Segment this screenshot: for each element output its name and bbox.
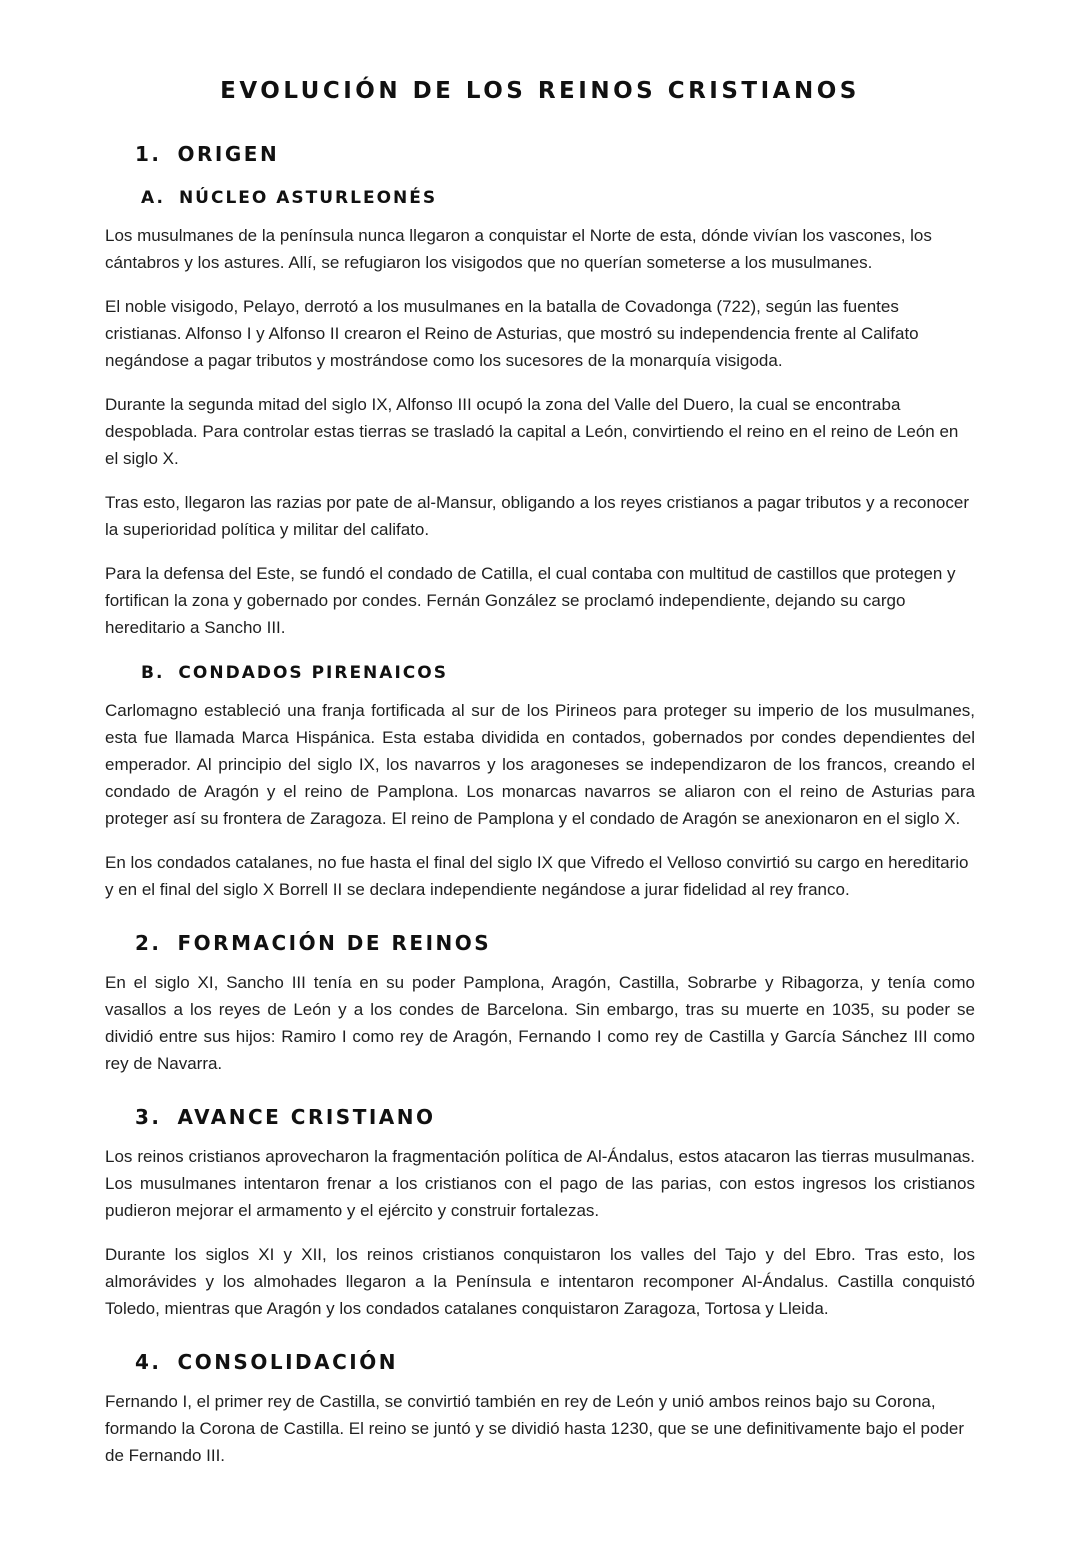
section-4-heading <box>135 1350 975 1374</box>
section-2-label: FORMACIÓN DE REINOS <box>177 931 492 955</box>
subsection-b-heading <box>141 663 975 683</box>
paragraph-avance-1: Los reinos cristianos aprovecharon la fragmentación política de Al-Ándalus, estos atacaron las tierras musulmanas. Los musulmanes intentaron frenar a los cristianos con el pago de las parias, con estos ingresos los cristianos pudieron mejorar el armamento y el ejército y construir fortalezas. <box>105 1147 975 1220</box>
section-4-number: 4. <box>135 1350 162 1374</box>
subsection-b-number: B. <box>141 663 165 683</box>
paragraph-origen-2: El noble visigodo, Pelayo, derrotó a los musulmanes en la batalla de Covadonga (722), según las fuentes cristianas. Alfonso I y Alfonso II crearon el Reino de Asturias, que mostró su independencia frente al Califato negándose a pagar tributos y mostrándose como los sucesores de la monarquía visigoda. <box>105 297 919 370</box>
section-3-heading <box>135 1105 975 1129</box>
paragraph-consolidacion-1: Fernando I, el primer rey de Castilla, se convirtió también en rey de León y unió ambos reinos bajo su Corona, formando la Corona de Castilla. El reino se juntó y se dividió hasta 1230, que se une definitivamente bajo el poder de Fernando III. <box>105 1392 965 1465</box>
section-2-heading <box>135 931 975 955</box>
paragraph-pirenaicos-1: Carlomagno estableció una franja fortificada al sur de los Pirineos para proteger su imperio de los musulmanes, esta fue llamada Marca Hispánica. Esta estaba dividida en contados, gobernados por condes dependientes del emperador. Al principio del siglo IX, los navarros y los aragoneses se independizaron de los francos, creando el condado de Aragón y el reino de Pamplona. Los monarcas navarros se aliaron con el reino de Asturias para proteger así su frontera de Zaragoza. El reino de Pamplona y el condado de Aragón se anexionaron en el siglo X. <box>105 701 975 828</box>
section-2-number: 2. <box>135 931 162 955</box>
paragraph-formacion-1: En el siglo XI, Sancho III tenía en su poder Pamplona, Aragón, Castilla, Sobrarbe y Ribagorza, y tenía como vasallos a los reyes de León y a los condes de Barcelona. Sin embargo, tras su muerte en 1035, su poder se dividió entre sus hijos: Ramiro I como rey de Aragón, Fernando I como rey de Castilla y García Sánchez III como rey de Navarra. <box>105 973 975 1073</box>
paragraph-origen-1: Los musulmanes de la península nunca llegaron a conquistar el Norte de esta, dónde vivían los vascones, los cántabros y los astures. Allí, se refugiaron los visigodos que no querían someterse a los musulmanes. <box>105 226 932 272</box>
paragraph-avance-2: Durante los siglos XI y XII, los reinos cristianos conquistaron los valles del Tajo y del Ebro. Tras esto, los almorávides y los almohades llegaron a la Península e intentaron recomponer Al-Ándalus. Castilla conquistó Toledo, mientras que Aragón y los condados catalanes conquistaron Zaragoza, Tortosa y Lleida. <box>105 1245 975 1318</box>
section-1-heading <box>135 142 975 166</box>
paragraph-pirenaicos-2: En los condados catalanes, no fue hasta el final del siglo IX que Vifredo el Velloso convirtió su cargo en hereditario y en el final del siglo X Borrell II se declara independiente negándose a jurar fidelidad al rey franco. <box>105 853 969 899</box>
section-4-label: CONSOLIDACIÓN <box>177 1350 398 1374</box>
subsection-a-heading <box>141 188 975 208</box>
section-1-label: ORIGEN <box>177 142 280 166</box>
subsection-b-label: CONDADOS PIRENAICOS <box>178 663 448 683</box>
section-3-number: 3. <box>135 1105 162 1129</box>
document-title: EVOLUCIÓN DE LOS REINOS CRISTIANOS <box>220 78 860 104</box>
section-1-number: 1. <box>135 142 162 166</box>
subsection-a-number: A. <box>141 188 165 208</box>
section-3-label: AVANCE CRISTIANO <box>177 1105 436 1129</box>
subsection-a-label: NÚCLEO ASTURLEONÉS <box>178 188 438 208</box>
paragraph-origen-3: Durante la segunda mitad del siglo IX, Alfonso III ocupó la zona del Valle del Duero, la cual se encontraba despoblada. Para controlar estas tierras se trasladó la capital a León, convirtiendo el reino en el reino de León en el siglo X. <box>105 395 959 468</box>
paragraph-origen-4: Tras esto, llegaron las razias por pate de al-Mansur, obligando a los reyes cristianos a pagar tributos y a reconocer la superioridad política y militar del califato. <box>105 493 969 539</box>
paragraph-origen-5: Para la defensa del Este, se fundó el condado de Catilla, el cual contaba con multitud de castillos que protegen y fortifican la zona y gobernado por condes. Fernán González se proclamó independiente, dejando su cargo hereditario a Sancho III. <box>105 564 956 637</box>
